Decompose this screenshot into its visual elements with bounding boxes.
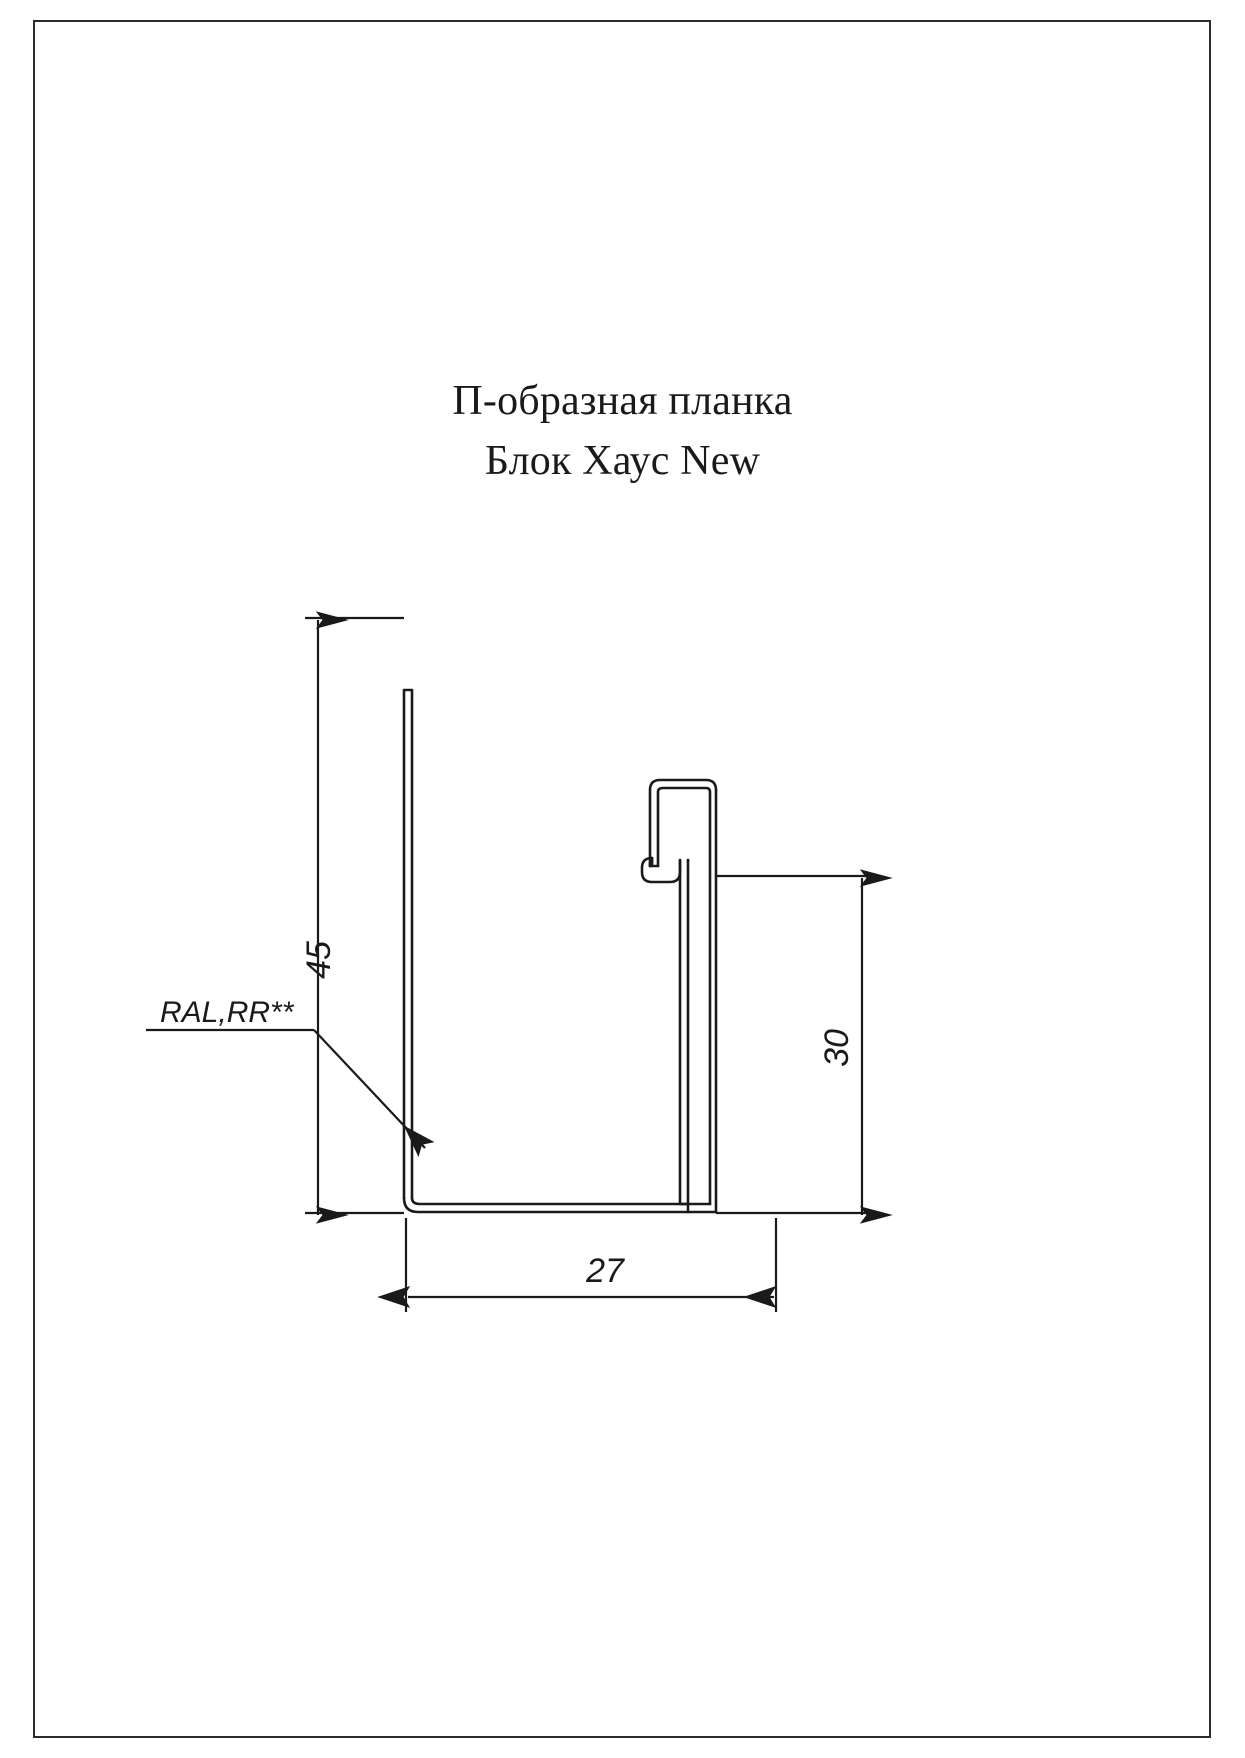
dim-27-label: 27 xyxy=(586,1252,624,1290)
callout-ral-rr xyxy=(146,996,425,1148)
dimension-45 xyxy=(300,618,404,1215)
dim-45-label: 45 xyxy=(300,941,338,979)
profile-outline xyxy=(404,690,716,1212)
right-hook-lower xyxy=(642,858,680,882)
dimension-30 xyxy=(716,876,878,1215)
callout-label: RAL,RR** xyxy=(160,996,294,1029)
callout-leader-line xyxy=(314,1030,425,1148)
dimension-27 xyxy=(406,1218,776,1312)
page-title-line-2: Блок Хаус New xyxy=(484,437,761,484)
dim-30-label: 30 xyxy=(818,1029,856,1067)
bottom-web-inner xyxy=(412,1198,688,1204)
page-title-line-1: П-образная планка xyxy=(452,378,793,424)
hook-return-outer xyxy=(650,780,716,866)
hook-return-inner xyxy=(658,788,710,1204)
